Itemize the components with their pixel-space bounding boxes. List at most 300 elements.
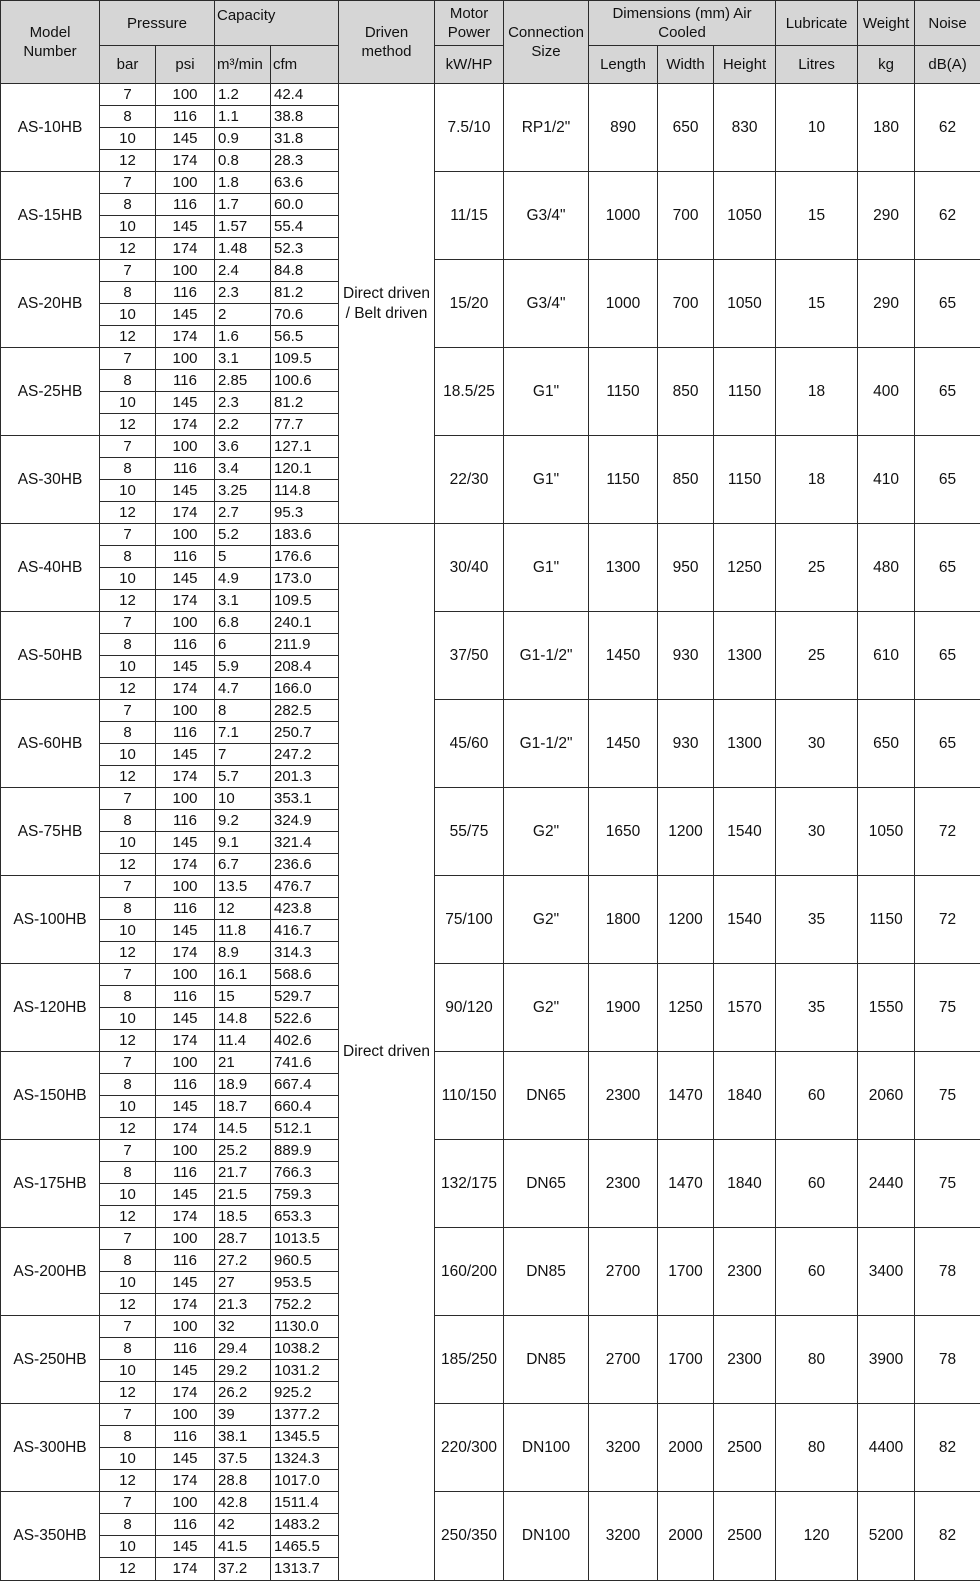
- length-cell: 1150: [589, 436, 658, 524]
- pressure-bar-cell: 8: [100, 282, 156, 304]
- motor-power-cell: 132/175: [435, 1140, 504, 1228]
- capacity-m3-cell: 5.2: [215, 524, 271, 546]
- length-cell: 2300: [589, 1052, 658, 1140]
- length-cell: 1650: [589, 788, 658, 876]
- header-model-number: Model Number: [1, 1, 100, 84]
- noise-cell: 75: [915, 1052, 980, 1140]
- pressure-psi-cell: 116: [156, 1162, 215, 1184]
- table-row: [1, 964, 980, 986]
- capacity-m3-cell: 38.1: [215, 1426, 271, 1448]
- capacity-cfm-cell: 1038.2: [271, 1338, 339, 1360]
- motor-power-cell: 11/15: [435, 172, 504, 260]
- noise-cell: 75: [915, 1140, 980, 1228]
- pressure-psi-cell: 174: [156, 414, 215, 436]
- header-litres: Litres: [776, 46, 858, 84]
- pressure-psi-cell: 100: [156, 436, 215, 458]
- capacity-cfm-cell: 925.2: [271, 1382, 339, 1404]
- connection-size-cell: G2": [504, 788, 589, 876]
- lubricate-cell: 80: [776, 1316, 858, 1404]
- capacity-m3-cell: 11.4: [215, 1030, 271, 1052]
- capacity-m3-cell: 8: [215, 700, 271, 722]
- capacity-cfm-cell: 568.6: [271, 964, 339, 986]
- height-cell: 1840: [714, 1052, 776, 1140]
- motor-power-cell: 160/200: [435, 1228, 504, 1316]
- table-body: [1, 84, 980, 1581]
- capacity-cfm-cell: 1465.5: [271, 1536, 339, 1558]
- noise-cell: 65: [915, 524, 980, 612]
- height-cell: 830: [714, 84, 776, 172]
- pressure-psi-cell: 145: [156, 744, 215, 766]
- width-cell: 2000: [658, 1492, 714, 1581]
- capacity-m3-cell: 1.6: [215, 326, 271, 348]
- capacity-cfm-cell: 1345.5: [271, 1426, 339, 1448]
- weight-cell: 2440: [858, 1140, 915, 1228]
- capacity-cfm-cell: 55.4: [271, 216, 339, 238]
- pressure-psi-cell: 116: [156, 194, 215, 216]
- pressure-psi-cell: 116: [156, 810, 215, 832]
- table-row: [1, 348, 980, 370]
- capacity-m3-cell: 3.25: [215, 480, 271, 502]
- pressure-psi-cell: 145: [156, 832, 215, 854]
- capacity-m3-cell: 14.8: [215, 1008, 271, 1030]
- pressure-psi-cell: 145: [156, 1096, 215, 1118]
- pressure-bar-cell: 10: [100, 1536, 156, 1558]
- height-cell: 2300: [714, 1316, 776, 1404]
- pressure-psi-cell: 145: [156, 1448, 215, 1470]
- pressure-bar-cell: 8: [100, 458, 156, 480]
- motor-power-cell: 90/120: [435, 964, 504, 1052]
- length-cell: 1450: [589, 700, 658, 788]
- capacity-m3-cell: 18.7: [215, 1096, 271, 1118]
- pressure-bar-cell: 10: [100, 128, 156, 150]
- connection-size-cell: RP1/2": [504, 84, 589, 172]
- table-row: [1, 1140, 980, 1162]
- capacity-m3-cell: 1.1: [215, 106, 271, 128]
- pressure-bar-cell: 8: [100, 370, 156, 392]
- connection-size-cell: G1-1/2": [504, 612, 589, 700]
- connection-size-cell: G2": [504, 964, 589, 1052]
- pressure-bar-cell: 12: [100, 1470, 156, 1492]
- capacity-cfm-cell: 529.7: [271, 986, 339, 1008]
- capacity-cfm-cell: 314.3: [271, 942, 339, 964]
- capacity-cfm-cell: 1324.3: [271, 1448, 339, 1470]
- capacity-cfm-cell: 1130.0: [271, 1316, 339, 1338]
- height-cell: 2300: [714, 1228, 776, 1316]
- table-row: [1, 700, 980, 722]
- noise-cell: 65: [915, 436, 980, 524]
- pressure-psi-cell: 100: [156, 1492, 215, 1514]
- capacity-m3-cell: 21.7: [215, 1162, 271, 1184]
- length-cell: 2700: [589, 1228, 658, 1316]
- pressure-psi-cell: 100: [156, 260, 215, 282]
- table-header: [1, 1, 980, 84]
- capacity-cfm-cell: 173.0: [271, 568, 339, 590]
- pressure-bar-cell: 8: [100, 1426, 156, 1448]
- table-row: [1, 172, 980, 194]
- capacity-m3-cell: 5: [215, 546, 271, 568]
- height-cell: 1540: [714, 788, 776, 876]
- capacity-m3-cell: 10: [215, 788, 271, 810]
- noise-cell: 65: [915, 348, 980, 436]
- model-number-cell: AS-120HB: [1, 964, 100, 1052]
- motor-power-cell: 37/50: [435, 612, 504, 700]
- connection-size-cell: G1": [504, 348, 589, 436]
- pressure-bar-cell: 7: [100, 524, 156, 546]
- width-cell: 1250: [658, 964, 714, 1052]
- pressure-bar-cell: 7: [100, 1228, 156, 1250]
- pressure-bar-cell: 12: [100, 414, 156, 436]
- header-lubricate: Lubricate: [776, 1, 858, 46]
- table-row: [1, 612, 980, 634]
- length-cell: 1800: [589, 876, 658, 964]
- pressure-bar-cell: 10: [100, 656, 156, 678]
- pressure-bar-cell: 12: [100, 854, 156, 876]
- capacity-cfm-cell: 100.6: [271, 370, 339, 392]
- width-cell: 1200: [658, 788, 714, 876]
- capacity-cfm-cell: 38.8: [271, 106, 339, 128]
- motor-power-cell: 30/40: [435, 524, 504, 612]
- weight-cell: 3400: [858, 1228, 915, 1316]
- length-cell: 1900: [589, 964, 658, 1052]
- table-row: [1, 1316, 980, 1338]
- pressure-psi-cell: 174: [156, 1470, 215, 1492]
- pressure-bar-cell: 10: [100, 392, 156, 414]
- pressure-bar-cell: 12: [100, 1118, 156, 1140]
- table-row: [1, 1492, 980, 1514]
- noise-cell: 72: [915, 876, 980, 964]
- pressure-bar-cell: 8: [100, 1514, 156, 1536]
- width-cell: 850: [658, 436, 714, 524]
- length-cell: 1000: [589, 172, 658, 260]
- capacity-m3-cell: 26.2: [215, 1382, 271, 1404]
- pressure-psi-cell: 174: [156, 590, 215, 612]
- capacity-cfm-cell: 1377.2: [271, 1404, 339, 1426]
- capacity-m3-cell: 6: [215, 634, 271, 656]
- pressure-psi-cell: 116: [156, 1074, 215, 1096]
- table-row: [1, 1404, 980, 1426]
- pressure-bar-cell: 10: [100, 1008, 156, 1030]
- model-number-cell: AS-250HB: [1, 1316, 100, 1404]
- pressure-psi-cell: 116: [156, 986, 215, 1008]
- height-cell: 1250: [714, 524, 776, 612]
- capacity-cfm-cell: 52.3: [271, 238, 339, 260]
- pressure-psi-cell: 116: [156, 282, 215, 304]
- pressure-bar-cell: 8: [100, 1162, 156, 1184]
- capacity-cfm-cell: 109.5: [271, 590, 339, 612]
- capacity-cfm-cell: 660.4: [271, 1096, 339, 1118]
- capacity-cfm-cell: 353.1: [271, 788, 339, 810]
- motor-power-cell: 15/20: [435, 260, 504, 348]
- length-cell: 1150: [589, 348, 658, 436]
- header-length: Length: [589, 46, 658, 84]
- capacity-m3-cell: 21.5: [215, 1184, 271, 1206]
- pressure-bar-cell: 8: [100, 546, 156, 568]
- pressure-psi-cell: 174: [156, 1118, 215, 1140]
- pressure-psi-cell: 174: [156, 238, 215, 260]
- capacity-cfm-cell: 236.6: [271, 854, 339, 876]
- capacity-cfm-cell: 127.1: [271, 436, 339, 458]
- model-number-cell: AS-60HB: [1, 700, 100, 788]
- pressure-psi-cell: 100: [156, 612, 215, 634]
- pressure-bar-cell: 10: [100, 1448, 156, 1470]
- capacity-m3-cell: 42: [215, 1514, 271, 1536]
- lubricate-cell: 35: [776, 964, 858, 1052]
- pressure-bar-cell: 8: [100, 722, 156, 744]
- pressure-bar-cell: 10: [100, 304, 156, 326]
- pressure-bar-cell: 7: [100, 260, 156, 282]
- weight-cell: 1050: [858, 788, 915, 876]
- capacity-m3-cell: 5.7: [215, 766, 271, 788]
- pressure-bar-cell: 10: [100, 568, 156, 590]
- capacity-cfm-cell: 60.0: [271, 194, 339, 216]
- pressure-psi-cell: 100: [156, 1316, 215, 1338]
- connection-size-cell: G1-1/2": [504, 700, 589, 788]
- pressure-bar-cell: 12: [100, 1558, 156, 1581]
- pressure-psi-cell: 100: [156, 876, 215, 898]
- header-weight: Weight: [858, 1, 915, 46]
- pressure-bar-cell: 8: [100, 810, 156, 832]
- pressure-bar-cell: 12: [100, 766, 156, 788]
- capacity-m3-cell: 2.2: [215, 414, 271, 436]
- pressure-bar-cell: 7: [100, 172, 156, 194]
- pressure-bar-cell: 10: [100, 1360, 156, 1382]
- header-connection-size: Connection Size: [504, 1, 589, 84]
- header-db: dB(A): [915, 46, 980, 84]
- table-row: [1, 1228, 980, 1250]
- capacity-cfm-cell: 402.6: [271, 1030, 339, 1052]
- capacity-cfm-cell: 752.2: [271, 1294, 339, 1316]
- length-cell: 890: [589, 84, 658, 172]
- weight-cell: 610: [858, 612, 915, 700]
- weight-cell: 4400: [858, 1404, 915, 1492]
- capacity-m3-cell: 21: [215, 1052, 271, 1074]
- pressure-psi-cell: 145: [156, 920, 215, 942]
- capacity-m3-cell: 32: [215, 1316, 271, 1338]
- pressure-psi-cell: 100: [156, 1140, 215, 1162]
- capacity-m3-cell: 42.8: [215, 1492, 271, 1514]
- header-width: Width: [658, 46, 714, 84]
- pressure-bar-cell: 10: [100, 744, 156, 766]
- pressure-bar-cell: 7: [100, 788, 156, 810]
- pressure-psi-cell: 100: [156, 788, 215, 810]
- pressure-psi-cell: 100: [156, 524, 215, 546]
- capacity-m3-cell: 6.7: [215, 854, 271, 876]
- height-cell: 1570: [714, 964, 776, 1052]
- capacity-cfm-cell: 240.1: [271, 612, 339, 634]
- model-number-cell: AS-175HB: [1, 1140, 100, 1228]
- capacity-cfm-cell: 84.8: [271, 260, 339, 282]
- pressure-psi-cell: 174: [156, 1206, 215, 1228]
- model-number-cell: AS-150HB: [1, 1052, 100, 1140]
- pressure-psi-cell: 145: [156, 1008, 215, 1030]
- pressure-bar-cell: 7: [100, 436, 156, 458]
- model-number-cell: AS-15HB: [1, 172, 100, 260]
- capacity-cfm-cell: 208.4: [271, 656, 339, 678]
- capacity-m3-cell: 1.7: [215, 194, 271, 216]
- width-cell: 700: [658, 172, 714, 260]
- pressure-psi-cell: 116: [156, 1338, 215, 1360]
- length-cell: 3200: [589, 1404, 658, 1492]
- model-number-cell: AS-20HB: [1, 260, 100, 348]
- pressure-bar-cell: 12: [100, 942, 156, 964]
- height-cell: 1300: [714, 612, 776, 700]
- capacity-m3-cell: 11.8: [215, 920, 271, 942]
- capacity-m3-cell: 1.2: [215, 84, 271, 106]
- pressure-bar-cell: 8: [100, 106, 156, 128]
- capacity-cfm-cell: 81.2: [271, 392, 339, 414]
- lubricate-cell: 18: [776, 348, 858, 436]
- capacity-m3-cell: 7.1: [215, 722, 271, 744]
- capacity-m3-cell: 14.5: [215, 1118, 271, 1140]
- header-height: Height: [714, 46, 776, 84]
- capacity-cfm-cell: 889.9: [271, 1140, 339, 1162]
- capacity-cfm-cell: 653.3: [271, 1206, 339, 1228]
- lubricate-cell: 25: [776, 612, 858, 700]
- weight-cell: 1150: [858, 876, 915, 964]
- model-number-cell: AS-25HB: [1, 348, 100, 436]
- capacity-m3-cell: 18.5: [215, 1206, 271, 1228]
- connection-size-cell: G2": [504, 876, 589, 964]
- pressure-bar-cell: 12: [100, 590, 156, 612]
- pressure-bar-cell: 10: [100, 216, 156, 238]
- noise-cell: 78: [915, 1316, 980, 1404]
- pressure-bar-cell: 8: [100, 1250, 156, 1272]
- weight-cell: 410: [858, 436, 915, 524]
- model-number-cell: AS-300HB: [1, 1404, 100, 1492]
- pressure-bar-cell: 12: [100, 502, 156, 524]
- noise-cell: 65: [915, 700, 980, 788]
- capacity-cfm-cell: 250.7: [271, 722, 339, 744]
- header-driven-method: Driven method: [339, 1, 435, 84]
- motor-power-cell: 185/250: [435, 1316, 504, 1404]
- height-cell: 1540: [714, 876, 776, 964]
- table-row: [1, 84, 980, 106]
- pressure-psi-cell: 116: [156, 1514, 215, 1536]
- weight-cell: 650: [858, 700, 915, 788]
- capacity-m3-cell: 16.1: [215, 964, 271, 986]
- motor-power-cell: 45/60: [435, 700, 504, 788]
- noise-cell: 78: [915, 1228, 980, 1316]
- height-cell: 1050: [714, 172, 776, 260]
- lubricate-cell: 35: [776, 876, 858, 964]
- capacity-m3-cell: 21.3: [215, 1294, 271, 1316]
- capacity-m3-cell: 8.9: [215, 942, 271, 964]
- capacity-cfm-cell: 476.7: [271, 876, 339, 898]
- pressure-bar-cell: 7: [100, 348, 156, 370]
- capacity-m3-cell: 18.9: [215, 1074, 271, 1096]
- pressure-psi-cell: 174: [156, 502, 215, 524]
- table-row: [1, 788, 980, 810]
- pressure-bar-cell: 10: [100, 832, 156, 854]
- pressure-psi-cell: 145: [156, 656, 215, 678]
- length-cell: 2700: [589, 1316, 658, 1404]
- weight-cell: 1550: [858, 964, 915, 1052]
- capacity-m3-cell: 5.9: [215, 656, 271, 678]
- noise-cell: 65: [915, 260, 980, 348]
- capacity-m3-cell: 13.5: [215, 876, 271, 898]
- capacity-cfm-cell: 176.6: [271, 546, 339, 568]
- pressure-bar-cell: 7: [100, 84, 156, 106]
- pressure-bar-cell: 8: [100, 634, 156, 656]
- capacity-cfm-cell: 95.3: [271, 502, 339, 524]
- pressure-psi-cell: 100: [156, 348, 215, 370]
- motor-power-cell: 250/350: [435, 1492, 504, 1581]
- capacity-cfm-cell: 81.2: [271, 282, 339, 304]
- capacity-m3-cell: 2: [215, 304, 271, 326]
- lubricate-cell: 60: [776, 1052, 858, 1140]
- weight-cell: 180: [858, 84, 915, 172]
- capacity-m3-cell: 2.4: [215, 260, 271, 282]
- connection-size-cell: DN100: [504, 1492, 589, 1581]
- lubricate-cell: 25: [776, 524, 858, 612]
- capacity-m3-cell: 28.8: [215, 1470, 271, 1492]
- width-cell: 850: [658, 348, 714, 436]
- lubricate-cell: 120: [776, 1492, 858, 1581]
- width-cell: 1700: [658, 1228, 714, 1316]
- capacity-m3-cell: 1.8: [215, 172, 271, 194]
- lubricate-cell: 18: [776, 436, 858, 524]
- capacity-cfm-cell: 42.4: [271, 84, 339, 106]
- length-cell: 1000: [589, 260, 658, 348]
- motor-power-cell: 220/300: [435, 1404, 504, 1492]
- capacity-m3-cell: 3.1: [215, 590, 271, 612]
- pressure-bar-cell: 10: [100, 1096, 156, 1118]
- width-cell: 2000: [658, 1404, 714, 1492]
- capacity-m3-cell: 27.2: [215, 1250, 271, 1272]
- capacity-cfm-cell: 416.7: [271, 920, 339, 942]
- model-number-cell: AS-30HB: [1, 436, 100, 524]
- connection-size-cell: DN65: [504, 1052, 589, 1140]
- capacity-cfm-cell: 1313.7: [271, 1558, 339, 1581]
- pressure-psi-cell: 174: [156, 678, 215, 700]
- lubricate-cell: 30: [776, 788, 858, 876]
- width-cell: 650: [658, 84, 714, 172]
- motor-power-cell: 75/100: [435, 876, 504, 964]
- pressure-psi-cell: 174: [156, 1558, 215, 1581]
- length-cell: 1450: [589, 612, 658, 700]
- pressure-bar-cell: 7: [100, 1404, 156, 1426]
- header-dimensions: Dimensions (mm) Air Cooled: [589, 1, 776, 46]
- pressure-psi-cell: 145: [156, 1272, 215, 1294]
- motor-power-cell: 18.5/25: [435, 348, 504, 436]
- capacity-cfm-cell: 114.8: [271, 480, 339, 502]
- capacity-m3-cell: 2.3: [215, 282, 271, 304]
- capacity-m3-cell: 9.2: [215, 810, 271, 832]
- capacity-cfm-cell: 1031.2: [271, 1360, 339, 1382]
- noise-cell: 62: [915, 84, 980, 172]
- pressure-psi-cell: 100: [156, 172, 215, 194]
- height-cell: 1300: [714, 700, 776, 788]
- width-cell: 700: [658, 260, 714, 348]
- pressure-psi-cell: 145: [156, 1184, 215, 1206]
- length-cell: 2300: [589, 1140, 658, 1228]
- capacity-m3-cell: 2.85: [215, 370, 271, 392]
- pressure-psi-cell: 174: [156, 1030, 215, 1052]
- pressure-bar-cell: 10: [100, 1272, 156, 1294]
- header-kg: kg: [858, 46, 915, 84]
- length-cell: 1300: [589, 524, 658, 612]
- capacity-cfm-cell: 31.8: [271, 128, 339, 150]
- pressure-psi-cell: 174: [156, 1294, 215, 1316]
- capacity-cfm-cell: 120.1: [271, 458, 339, 480]
- height-cell: 1840: [714, 1140, 776, 1228]
- capacity-cfm-cell: 321.4: [271, 832, 339, 854]
- capacity-m3-cell: 7: [215, 744, 271, 766]
- capacity-m3-cell: 37.2: [215, 1558, 271, 1581]
- model-number-cell: AS-40HB: [1, 524, 100, 612]
- capacity-m3-cell: 0.9: [215, 128, 271, 150]
- lubricate-cell: 60: [776, 1228, 858, 1316]
